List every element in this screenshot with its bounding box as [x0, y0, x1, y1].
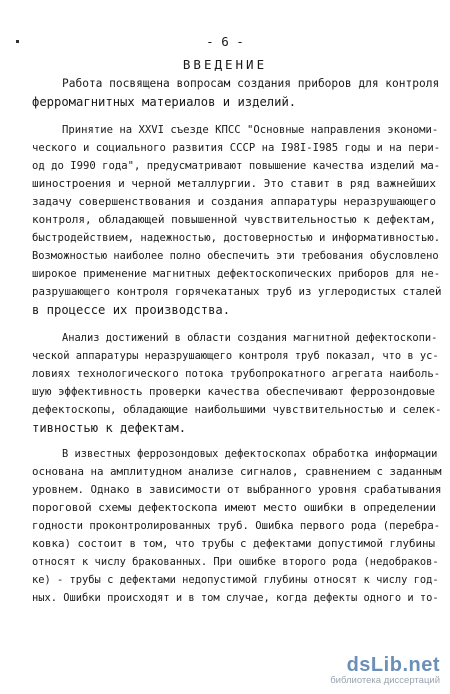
text-line: пороговой схемы дефектоскопа имеют место ошибки в определении — [32, 501, 436, 514]
watermark-subtitle: библиотека диссертаций — [330, 675, 440, 686]
page-number: - 6 - — [206, 34, 244, 49]
text-line: основана на амплитудном анализе сигналов, сравнением с заданным — [32, 465, 442, 478]
text-line: дефектоскопы, обладающие наибольшими чувствительностью и селек- — [32, 403, 442, 416]
text-line: ловиях технологического потока трубопрокатного агрегата наиболь- — [32, 368, 441, 380]
text-line: ных. Ошибки происходят и в том случае, когда дефекты одного и то- — [32, 592, 439, 604]
text-line: относят к числу бракованных. При ошибке второго рода (недобраков- — [32, 556, 439, 568]
text-line: шую эффективность проверки качества обеспечивают феррозондовые — [32, 385, 436, 398]
text-line: разрушающего контроля горячекатаных труб из углеродистых сталей — [32, 285, 442, 298]
text-line: Работа посвящена вопросам создания приборов для контроля — [62, 77, 440, 90]
text-line: тивностью к дефектам. — [32, 421, 187, 435]
text-line: контроля, обладающей повышенной чувствительностью к дефектам, — [32, 213, 436, 226]
text-line: В известных феррозондовых дефектоскопах обработка информации — [62, 448, 438, 460]
text-line: в процессе их производства. — [32, 303, 231, 317]
text-line: од до I990 года", предусматривают повышение качества изделий ма- — [32, 160, 441, 172]
watermark — [330, 654, 440, 686]
text-line: Возможностью наиболее полно обеспечить эти требования обусловлено — [32, 250, 439, 262]
text-line: ческого и социального развития СССР на I98I-I985 годы и на пери- — [32, 142, 441, 154]
text-line: Анализ достижений в области создания магнитной дефектоскопи- — [62, 332, 438, 344]
watermark-logo-main: dsLib — [346, 654, 403, 676]
text-line: ческой аппаратуры неразрушающего контроля труб показал, что в ус- — [32, 350, 439, 362]
section-heading: ВВЕДЕНИЕ — [182, 57, 268, 72]
text-line: ферромагнитных материалов и изделий. — [32, 95, 297, 109]
text-line: задачу совершенствования и создания аппаратуры неразрушающего — [32, 195, 436, 208]
text-line: ке) - трубы с дефектами недопустимой глубины относят к числу год- — [32, 574, 439, 586]
text-line: шиностроения и черной металлургии. Это ставит в ряд важнейших — [32, 177, 436, 190]
text-line: широкое применение магнитных дефектоскопических приборов для не- — [32, 268, 441, 280]
text-line: годности проконтролированных труб. Ошибка первого рода (перебра- — [32, 520, 441, 532]
text-line: уровнем. Однако в зависимости от выбранного уровня срабатывания — [32, 483, 442, 496]
watermark-logo — [330, 654, 440, 677]
text-line: быстродействием, надежностью, достоверностью и информативностью. — [32, 232, 441, 244]
watermark-logo-suffix: .net — [402, 654, 440, 676]
text-line: ковка) состоит в том, что трубы с дефектами допустимой глубины — [32, 537, 436, 550]
text-line: Принятие на XXVI съезде КПСС "Основные направления экономи- — [62, 124, 439, 136]
